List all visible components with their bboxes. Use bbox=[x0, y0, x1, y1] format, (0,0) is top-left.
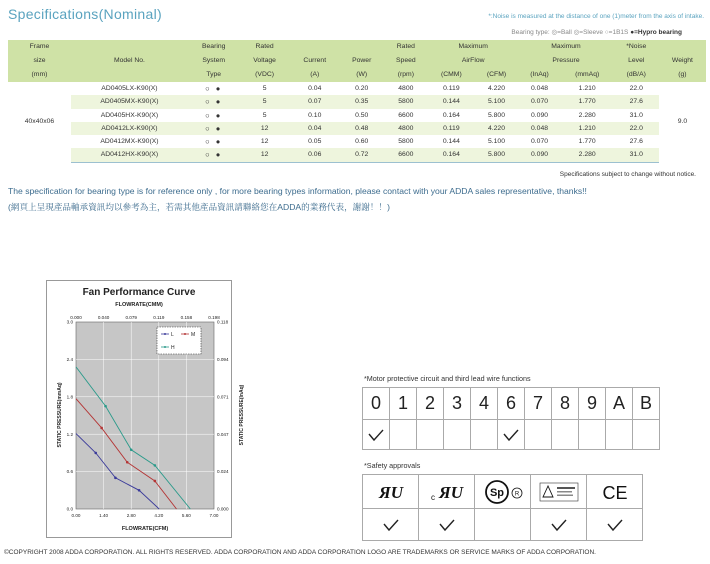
inaq-cell: 0.090 bbox=[518, 148, 560, 162]
csa-cell bbox=[475, 475, 531, 509]
safety-check-cell bbox=[475, 509, 531, 541]
speed-cell: 6600 bbox=[384, 109, 428, 122]
cmm-cell: 0.164 bbox=[428, 148, 475, 162]
c-ul-cell bbox=[419, 475, 475, 509]
th-frame-2: size bbox=[8, 54, 71, 68]
th-airflow-2: AirFlow bbox=[428, 54, 518, 68]
th-pressure-1: Maximum bbox=[518, 40, 613, 54]
data-point bbox=[126, 461, 129, 464]
frame-size-cell: 40x40x06 bbox=[8, 82, 71, 162]
top-tick-label: 0.158 bbox=[180, 315, 193, 320]
motor-code-cell: 7 bbox=[525, 388, 552, 420]
y2-tick-label: 0.000 bbox=[217, 506, 229, 512]
mmaq-cell: 1.770 bbox=[561, 135, 614, 148]
noise-cell: 27.6 bbox=[614, 135, 659, 148]
check-icon bbox=[367, 428, 385, 442]
chart-legend bbox=[157, 327, 201, 354]
x-tick-label: 2.80 bbox=[126, 513, 136, 518]
ul-cell bbox=[363, 475, 419, 509]
cmm-cell: 0.144 bbox=[428, 95, 475, 108]
voltage-cell: 12 bbox=[240, 122, 290, 135]
th-weight-3: (g) bbox=[659, 68, 706, 82]
chart-top-axis-label: FLOWRATE(CMM) bbox=[115, 302, 163, 308]
speed-cell: 4800 bbox=[384, 82, 428, 95]
cfm-cell: 4.220 bbox=[475, 82, 519, 95]
y-tick-label: 0.0 bbox=[66, 506, 73, 512]
ce-logo bbox=[599, 481, 631, 503]
x-tick-label: 7.00 bbox=[209, 513, 219, 518]
mmaq-cell: 2.280 bbox=[561, 109, 614, 122]
svg-text:c: c bbox=[430, 492, 435, 502]
legend-label: H bbox=[171, 344, 175, 351]
motor-protective-title: *Motor protective circuit and third lead wire functions bbox=[364, 374, 531, 383]
safety-check-cell bbox=[531, 509, 587, 541]
chart-title: Fan Performance Curve bbox=[82, 287, 196, 298]
data-point bbox=[94, 452, 97, 455]
th-speed-1: Rated bbox=[384, 40, 428, 54]
c-ul-recognized-logo bbox=[427, 481, 467, 503]
th-bearing-3: Type bbox=[188, 68, 240, 82]
bearing-type-cell: ○ ● bbox=[188, 148, 240, 162]
safety-approvals-title: *Safety approvals bbox=[364, 461, 421, 470]
current-cell: 0.04 bbox=[290, 82, 340, 95]
cmm-cell: 0.144 bbox=[428, 135, 475, 148]
cmm-cell: 0.119 bbox=[428, 122, 475, 135]
current-cell: 0.10 bbox=[290, 109, 340, 122]
ce-cell bbox=[587, 475, 643, 509]
th-speed-2: Speed bbox=[384, 54, 428, 68]
legend-marker bbox=[164, 333, 166, 335]
check-icon bbox=[382, 518, 400, 532]
model-cell: AD0405HX-K90(X) bbox=[71, 109, 188, 122]
data-point bbox=[100, 427, 103, 430]
spec-table bbox=[8, 40, 706, 163]
top-tick-label: 0.040 bbox=[97, 315, 110, 320]
chart-y-axis-label: STATIC PRESSURE(mmAq) bbox=[57, 382, 63, 448]
motor-check-cell bbox=[363, 420, 390, 450]
inaq-cell: 0.048 bbox=[518, 122, 560, 135]
safety-check-cell bbox=[587, 509, 643, 541]
data-point bbox=[104, 405, 107, 408]
x-tick-label: 5.60 bbox=[181, 513, 191, 518]
th-noise-1: *Noise bbox=[614, 40, 659, 54]
motor-code-row bbox=[363, 388, 660, 420]
th-bearing-1: Bearing bbox=[188, 40, 240, 54]
voltage-cell: 12 bbox=[240, 135, 290, 148]
top-tick-label: 0.119 bbox=[153, 315, 165, 320]
inaq-cell: 0.070 bbox=[518, 135, 560, 148]
motor-check-cell bbox=[552, 420, 579, 450]
cmm-cell: 0.119 bbox=[428, 82, 475, 95]
power-cell: 0.60 bbox=[340, 135, 384, 148]
fan-performance-chart bbox=[46, 280, 245, 538]
table-row bbox=[8, 122, 706, 135]
model-cell: AD0405LX-K90(X) bbox=[71, 82, 188, 95]
copyright: ©COPYRIGHT 2008 ADDA CORPORATION. ALL RIGHTS RESERVED. ADDA CORPORATION AND ADDA CORPORATION LOGO ARE TRADEMARKS OR SERVICE MARKS OF ADDA CORPORATION. bbox=[4, 549, 596, 556]
safety-logo-row bbox=[363, 475, 643, 509]
y-tick-label: 0.6 bbox=[66, 469, 73, 475]
inaq-cell: 0.070 bbox=[518, 95, 560, 108]
motor-code-cell: 6 bbox=[498, 388, 525, 420]
noise-cell: 22.0 bbox=[614, 82, 659, 95]
th-voltage-1: Rated bbox=[240, 40, 290, 54]
th-noise-2: Level bbox=[614, 54, 659, 68]
current-cell: 0.05 bbox=[290, 135, 340, 148]
inaq-cell: 0.090 bbox=[518, 109, 560, 122]
top-tick-label: 0.000 bbox=[70, 315, 82, 320]
noise-cell: 22.0 bbox=[614, 122, 659, 135]
model-cell: AD0412HX-K90(X) bbox=[71, 148, 188, 162]
cfm-cell: 5.100 bbox=[475, 95, 519, 108]
csa-logo bbox=[482, 479, 524, 505]
motor-check-cell bbox=[444, 420, 471, 450]
th-weight-1 bbox=[659, 40, 706, 54]
motor-code-cell: A bbox=[606, 388, 633, 420]
top-tick-label: 0.079 bbox=[125, 315, 137, 320]
power-cell: 0.48 bbox=[340, 122, 384, 135]
top-tick-label: 0.198 bbox=[208, 315, 220, 320]
model-cell: AD0405MX-K90(X) bbox=[71, 95, 188, 108]
mmaq-cell: 2.280 bbox=[561, 148, 614, 162]
bearing-type-cell: ○ ● bbox=[188, 95, 240, 108]
mmaq-cell: 1.770 bbox=[561, 95, 614, 108]
th-inaq-unit: (InAq) bbox=[518, 68, 560, 82]
safety-check-cell bbox=[363, 509, 419, 541]
noise-cell: 31.0 bbox=[614, 148, 659, 162]
th-current-1 bbox=[290, 40, 340, 54]
motor-code-cell: B bbox=[633, 388, 660, 420]
motor-check-cell bbox=[498, 420, 525, 450]
th-weight-2: Weight bbox=[659, 54, 706, 68]
check-icon bbox=[502, 428, 520, 442]
current-cell: 0.06 bbox=[290, 148, 340, 162]
y-tick-label: 3.0 bbox=[66, 319, 73, 325]
noise-cell: 31.0 bbox=[614, 109, 659, 122]
motor-code-cell: 1 bbox=[390, 388, 417, 420]
bearing-legend bbox=[511, 28, 682, 36]
safety-approvals-table bbox=[362, 474, 643, 541]
chart-svg bbox=[47, 281, 245, 537]
bearing-type-cell: ○ ● bbox=[188, 122, 240, 135]
current-cell: 0.07 bbox=[290, 95, 340, 108]
cmm-cell: 0.164 bbox=[428, 109, 475, 122]
motor-check-cell bbox=[390, 420, 417, 450]
data-point bbox=[138, 489, 141, 492]
th-current-3: (A) bbox=[290, 68, 340, 82]
th-noise-3: (dB/A) bbox=[614, 68, 659, 82]
th-voltage-2: Voltage bbox=[240, 54, 290, 68]
spec-body bbox=[8, 82, 706, 162]
voltage-cell: 5 bbox=[240, 109, 290, 122]
th-airflow-1: Maximum bbox=[428, 40, 518, 54]
svg-text:ЯU: ЯU bbox=[438, 482, 463, 502]
bearing-info-chinese: (網頁上呈現產品軸承資訊均以參考為主，若需其他產品資訊請聯絡您在ADDA的業務代表，謝謝！！) bbox=[8, 202, 390, 212]
svg-text:Sp: Sp bbox=[489, 486, 504, 499]
x-tick-label: 4.20 bbox=[154, 513, 164, 518]
th-power-1 bbox=[340, 40, 384, 54]
motor-code-cell: 3 bbox=[444, 388, 471, 420]
bearing-type-cell: ○ ● bbox=[188, 82, 240, 95]
motor-code-cell: 4 bbox=[471, 388, 498, 420]
mmaq-cell: 1.210 bbox=[561, 122, 614, 135]
th-model-3 bbox=[71, 68, 188, 82]
motor-check-cell bbox=[633, 420, 660, 450]
y-tick-label: 2.4 bbox=[66, 357, 73, 362]
cfm-cell: 5.100 bbox=[475, 135, 519, 148]
power-cell: 0.72 bbox=[340, 148, 384, 162]
motor-check-cell bbox=[525, 420, 552, 450]
table-row bbox=[8, 135, 706, 148]
y2-tick-label: 0.024 bbox=[217, 469, 229, 475]
motor-code-cell: 9 bbox=[579, 388, 606, 420]
bearing-type-cell: ○ ● bbox=[188, 135, 240, 148]
x-tick-label: 0.00 bbox=[71, 513, 81, 518]
th-power-3: (W) bbox=[340, 68, 384, 82]
data-point bbox=[114, 477, 117, 480]
noise-note: *:Noise is measured at the distance of one (1)meter from the axis of intake. bbox=[488, 13, 704, 20]
y2-tick-label: 0.094 bbox=[217, 357, 229, 362]
spec-title: Specifications(Nominal) bbox=[8, 6, 162, 22]
motor-check-row bbox=[363, 420, 660, 450]
bearing-type-cell: ○ ● bbox=[188, 109, 240, 122]
tuv-cell bbox=[531, 475, 587, 509]
th-power-2: Power bbox=[340, 54, 384, 68]
th-pressure-2: Pressure bbox=[518, 54, 613, 68]
safety-check-row bbox=[363, 509, 643, 541]
table-row bbox=[8, 82, 706, 95]
data-point bbox=[154, 464, 157, 467]
subject-note: Specifications subject to change without notice. bbox=[559, 171, 696, 178]
speed-cell: 5800 bbox=[384, 95, 428, 108]
motor-code-cell: 2 bbox=[417, 388, 444, 420]
y2-tick-label: 0.071 bbox=[217, 394, 229, 400]
model-cell: AD0412MX-K90(X) bbox=[71, 135, 188, 148]
speed-cell: 4800 bbox=[384, 122, 428, 135]
motor-code-cell: 0 bbox=[363, 388, 390, 420]
voltage-cell: 5 bbox=[240, 82, 290, 95]
mmaq-cell: 1.210 bbox=[561, 82, 614, 95]
legend-marker bbox=[184, 333, 186, 335]
y2-tick-label: 0.118 bbox=[217, 319, 229, 325]
bearing-info-english: The specification for bearing type is for reference only , for more bearing types information, please contact with your ADDA sales representative, thanks!! bbox=[8, 186, 587, 196]
th-cmm-unit: (CMM) bbox=[428, 68, 475, 82]
power-cell: 0.50 bbox=[340, 109, 384, 122]
chart-x-axis-label: FLOWRATE(CFM) bbox=[121, 526, 169, 532]
header-row-2 bbox=[8, 54, 706, 68]
current-cell: 0.04 bbox=[290, 122, 340, 135]
table-row bbox=[8, 95, 706, 108]
speed-cell: 6600 bbox=[384, 148, 428, 162]
motor-check-cell bbox=[579, 420, 606, 450]
safety-check-cell bbox=[419, 509, 475, 541]
legend-label: L bbox=[171, 331, 174, 338]
header-row-1 bbox=[8, 40, 706, 54]
x-tick-label: 1.40 bbox=[99, 513, 109, 518]
tuv-logo bbox=[539, 482, 579, 502]
motor-check-cell bbox=[471, 420, 498, 450]
motor-check-cell bbox=[417, 420, 444, 450]
th-frame-3: (mm) bbox=[8, 68, 71, 82]
th-speed-3: (rpm) bbox=[384, 68, 428, 82]
check-icon bbox=[438, 518, 456, 532]
motor-protective-table bbox=[362, 387, 660, 450]
cfm-cell: 4.220 bbox=[475, 122, 519, 135]
header-row-3 bbox=[8, 68, 706, 82]
inaq-cell: 0.048 bbox=[518, 82, 560, 95]
th-cfm-unit: (CFM) bbox=[475, 68, 519, 82]
th-frame-1: Frame bbox=[8, 40, 71, 54]
svg-text:CE: CE bbox=[601, 482, 628, 503]
power-cell: 0.20 bbox=[340, 82, 384, 95]
power-cell: 0.35 bbox=[340, 95, 384, 108]
svg-text:R: R bbox=[514, 491, 519, 497]
data-point bbox=[154, 480, 157, 483]
th-voltage-3: (VDC) bbox=[240, 68, 290, 82]
cfm-cell: 5.800 bbox=[475, 148, 519, 162]
weight-cell: 9.0 bbox=[659, 82, 706, 162]
data-point bbox=[130, 448, 133, 451]
th-model-2: Model No. bbox=[71, 54, 188, 68]
bearing-legend-bold: ●=Hypro bearing bbox=[630, 29, 682, 36]
svg-text:ЯU: ЯU bbox=[378, 482, 403, 502]
y-tick-label: 1.8 bbox=[66, 394, 73, 400]
y-tick-label: 1.2 bbox=[66, 431, 73, 437]
noise-cell: 27.6 bbox=[614, 95, 659, 108]
motor-check-cell bbox=[606, 420, 633, 450]
th-model-1 bbox=[71, 40, 188, 54]
table-row bbox=[8, 109, 706, 122]
check-icon bbox=[606, 518, 624, 532]
legend-label: M bbox=[191, 331, 196, 338]
y2-tick-label: 0.047 bbox=[217, 431, 229, 437]
motor-code-cell: 8 bbox=[552, 388, 579, 420]
chart-y2-axis-label: STATIC PRESSURE(InAq) bbox=[239, 384, 245, 446]
voltage-cell: 12 bbox=[240, 148, 290, 162]
bearing-legend-body: ◎=Ball ◎=Sleeve ○=1B1S bbox=[551, 29, 631, 36]
check-icon bbox=[550, 518, 568, 532]
legend-marker bbox=[164, 346, 166, 348]
table-row bbox=[8, 148, 706, 162]
th-bearing-2: System bbox=[188, 54, 240, 68]
bearing-legend-prefix: Bearing type: bbox=[511, 29, 552, 36]
model-cell: AD0412LX-K90(X) bbox=[71, 122, 188, 135]
speed-cell: 5800 bbox=[384, 135, 428, 148]
ul-recognized-logo bbox=[373, 481, 409, 503]
cfm-cell: 5.800 bbox=[475, 109, 519, 122]
th-current-2: Current bbox=[290, 54, 340, 68]
voltage-cell: 5 bbox=[240, 95, 290, 108]
th-mmaq-unit: (mmAq) bbox=[561, 68, 614, 82]
